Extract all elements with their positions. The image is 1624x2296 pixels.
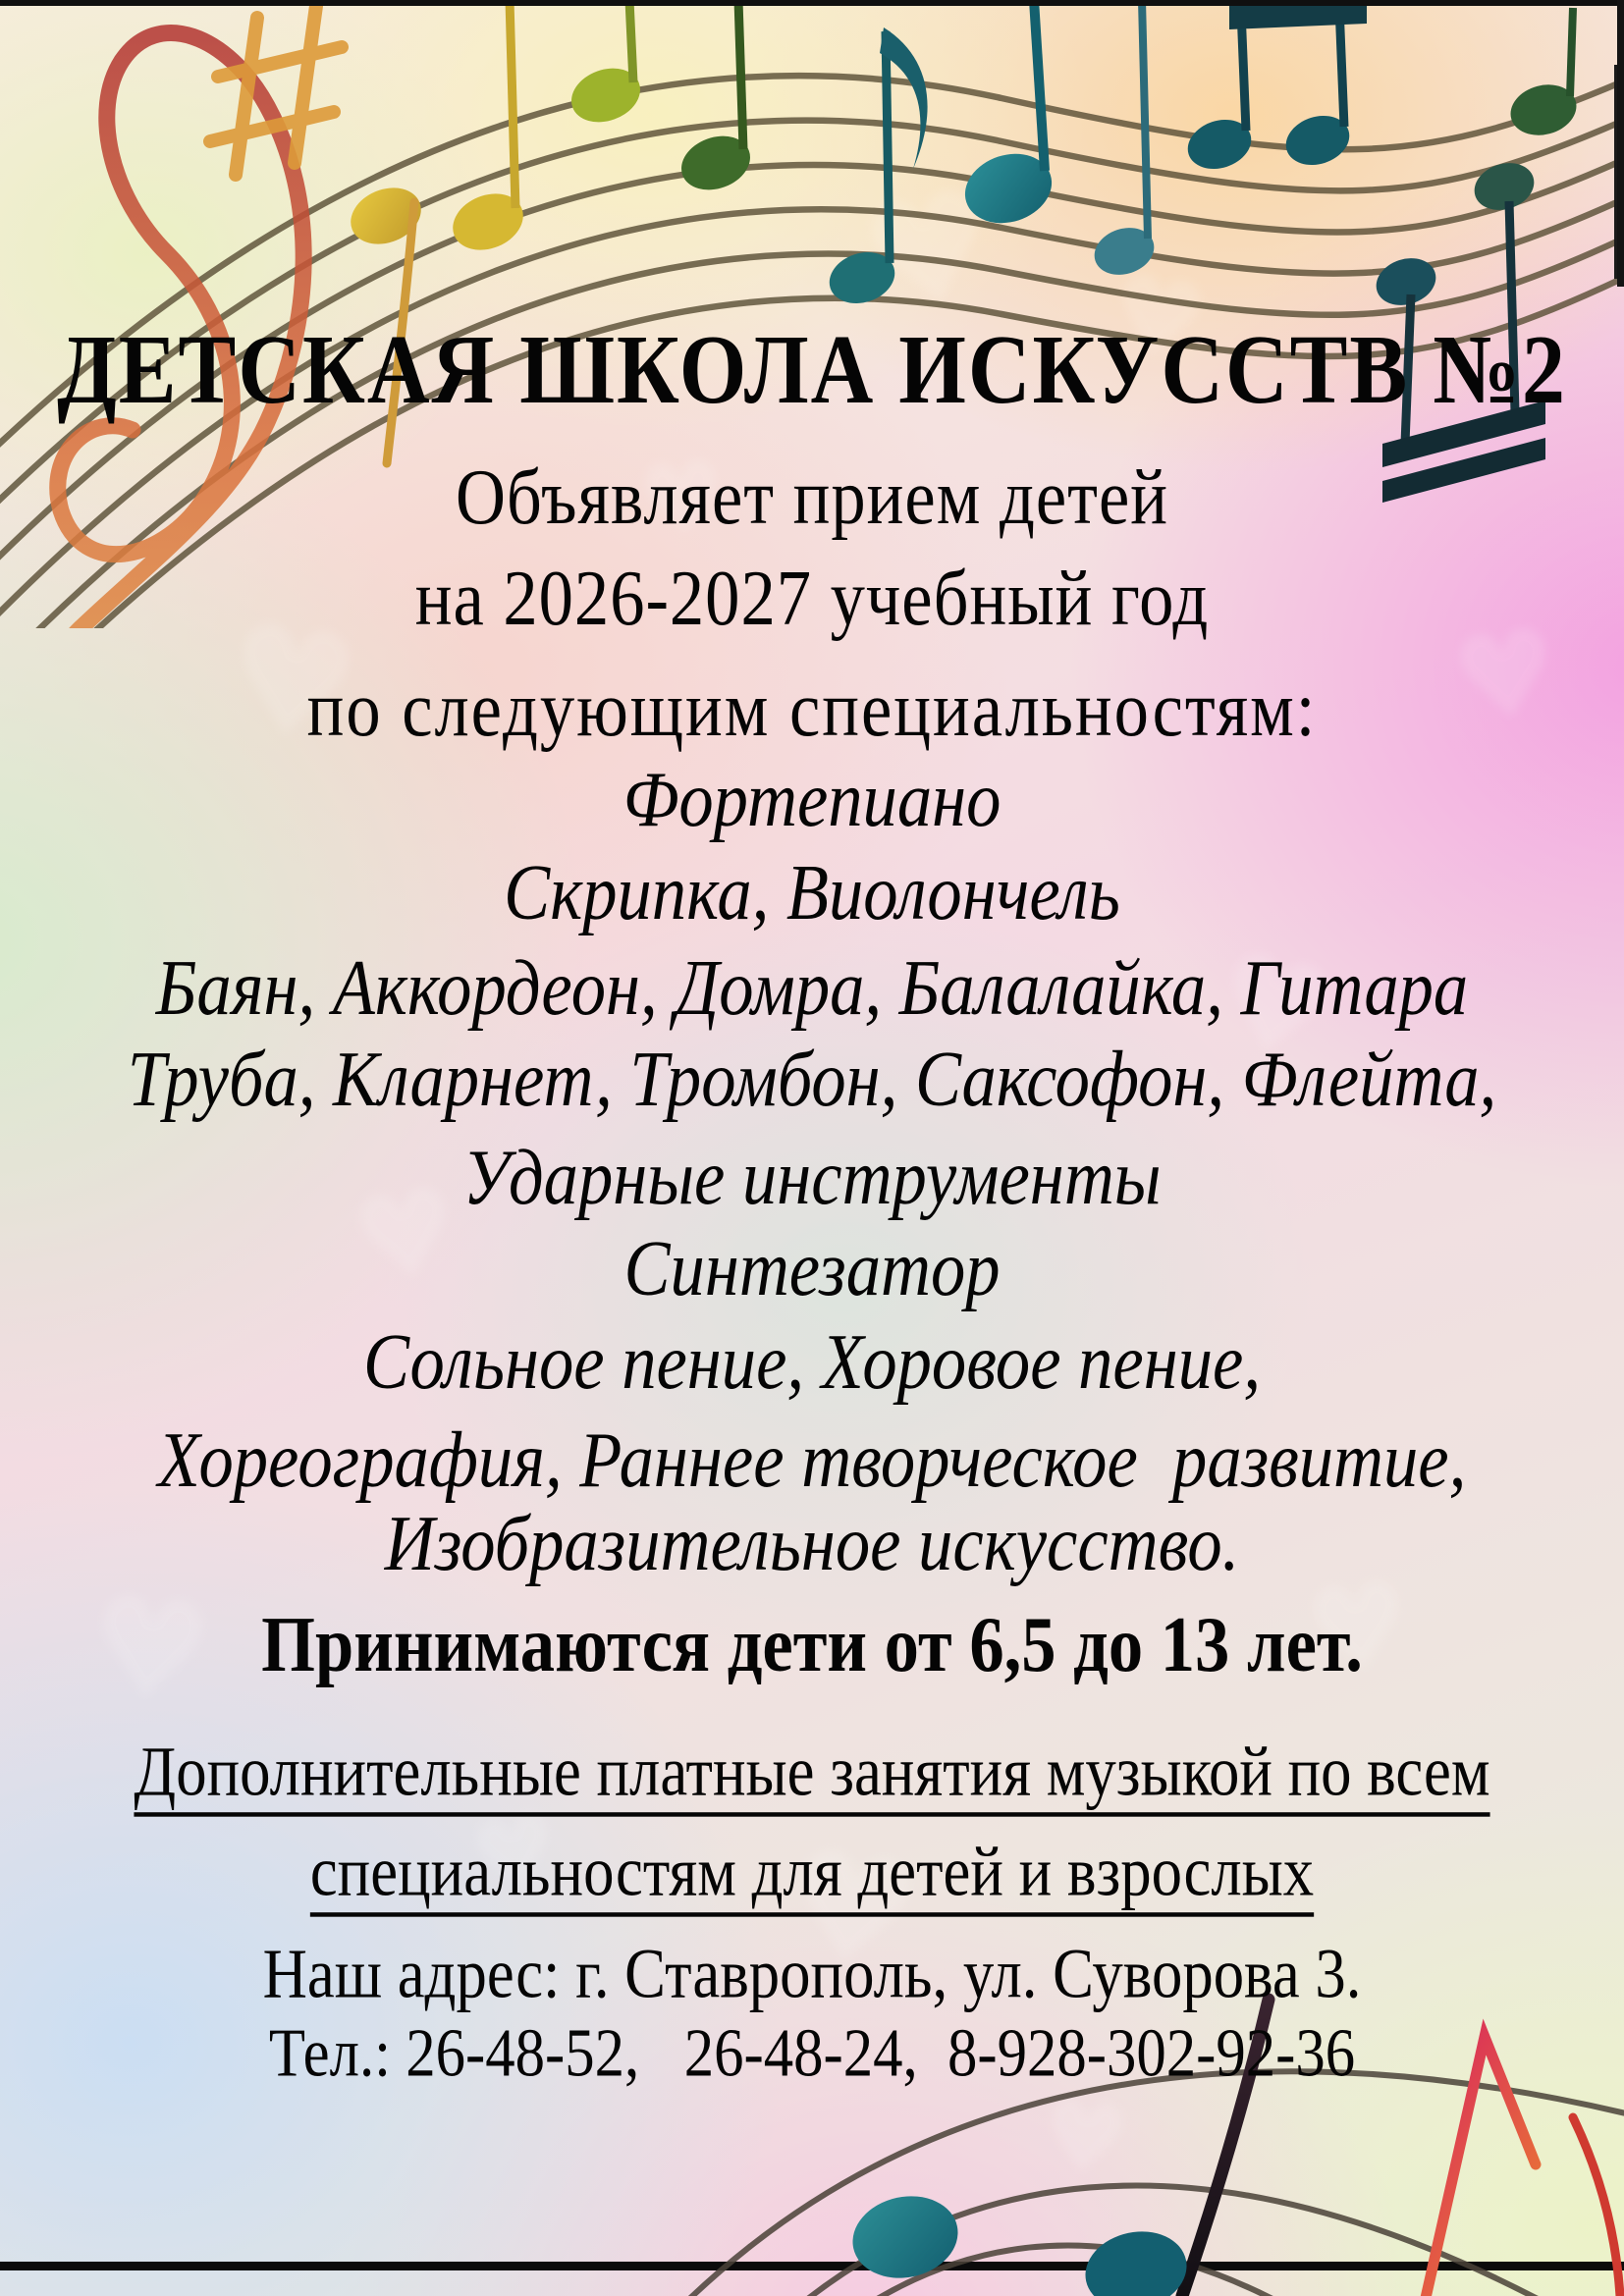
specialty-line: Хореография, Раннее творческое развитие, [157,1415,1467,1505]
school-title: ДЕТСКАЯ ШКОЛА ИСКУССТВ №2 [57,315,1567,425]
phone-line: Тел.: 26-48-52, 26-48-24, 8-928-302-92-36 [268,2015,1356,2091]
intro-line: на 2026-2027 учебный год [414,554,1210,643]
address-line: Наш адрес: г. Ставрополь, ул. Суворова 3. [262,1934,1362,2012]
specialty-line: Труба, Кларнет, Тромбон, Саксофон, Флейта, [127,1035,1497,1124]
specialty-line: Фортепиано [623,755,1001,844]
intro-line: Объявляет прием детей [455,453,1169,542]
admission-line: Принимаются дети от 6,5 до 13 лет. [261,1600,1363,1689]
specialty-line: Баян, Аккордеон, Домра, Балалайка, Гитара [155,943,1469,1033]
top-border [0,0,1624,6]
specialty-line: Изобразительное искусство. [384,1499,1240,1588]
specialty-line: Скрипка, Виолончель [504,848,1120,937]
specialty-line: Сольное пение, Хоровое пение, [363,1317,1261,1407]
paid-lessons-line: специальностям для детей и взрослых [309,1832,1315,1910]
specialty-line: Ударные инструменты [462,1133,1162,1222]
paid-lessons-line: Дополнительные платные занятия музыкой по всем [134,1732,1490,1810]
intro-line: по следующим специальностям: [306,665,1318,754]
specialty-line: Синтезатор [623,1224,1001,1313]
right-border [1617,0,1624,287]
